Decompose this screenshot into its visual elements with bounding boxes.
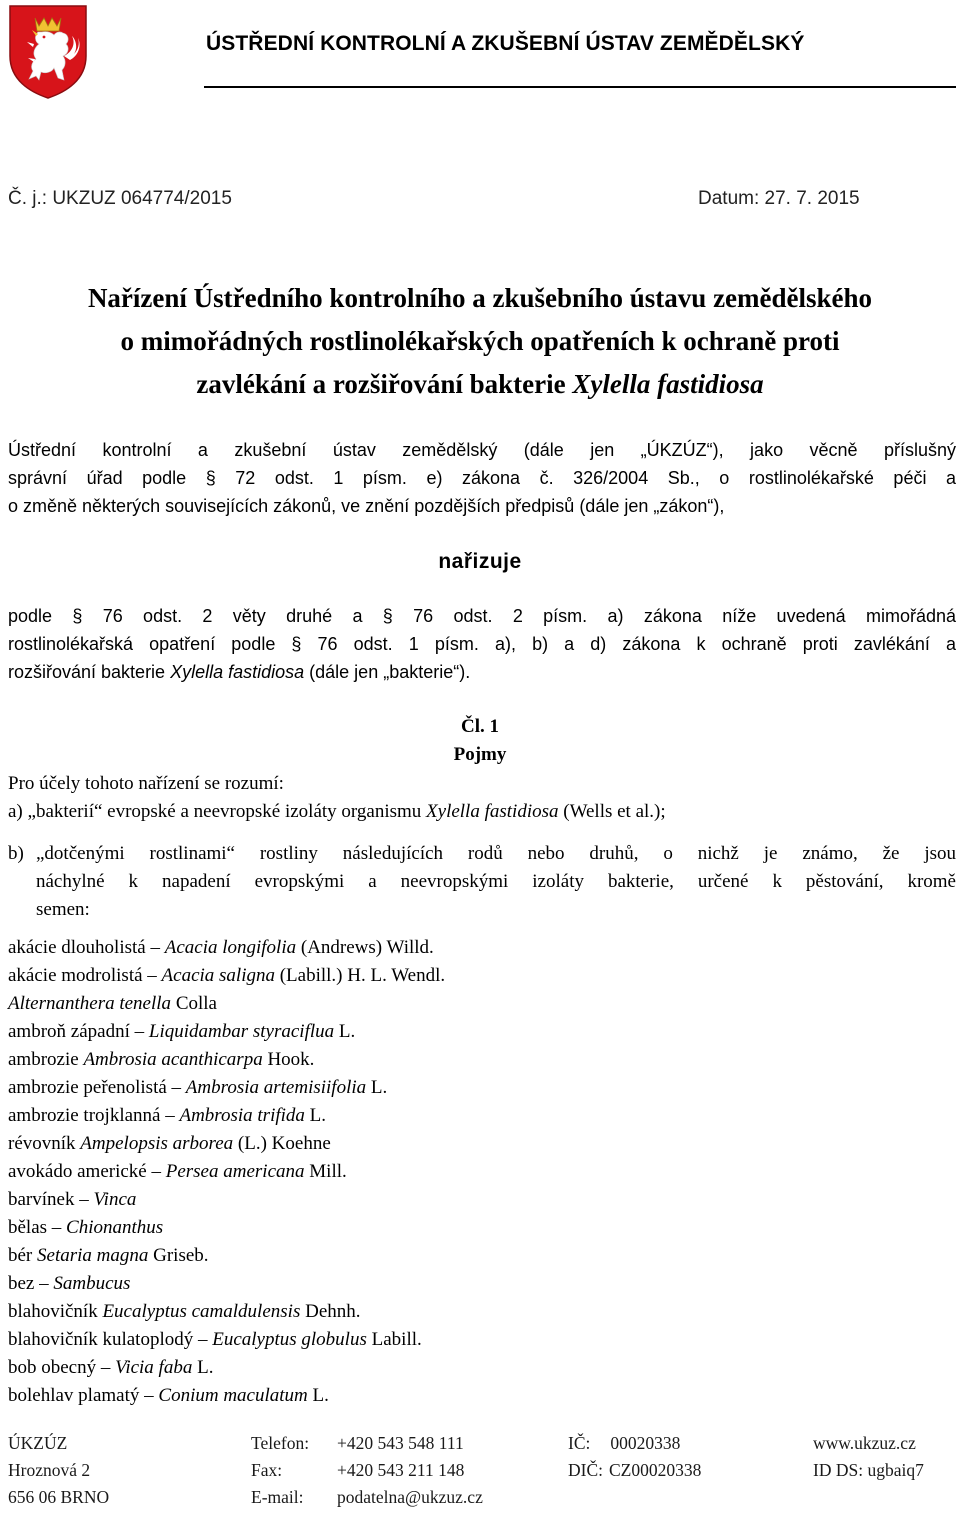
species-common-name: akácie modrolistá – bbox=[8, 965, 162, 986]
fax-label: Fax: bbox=[251, 1460, 283, 1480]
species-latin-name: Liquidambar styraciflua bbox=[148, 1021, 335, 1042]
species-common-name: bez – bbox=[8, 1273, 54, 1294]
species-item bbox=[8, 1130, 445, 1158]
decree-paragraph bbox=[8, 602, 956, 686]
species-latin-name: Vinca bbox=[93, 1189, 137, 1210]
species-item bbox=[8, 934, 445, 962]
definition-item-a bbox=[8, 798, 666, 826]
species-latin-name: Sambucus bbox=[53, 1273, 131, 1294]
website-link[interactable]: www.ukzuz.cz bbox=[813, 1433, 916, 1453]
decree-organism: Xylella fastidiosa bbox=[170, 662, 305, 682]
species-latin-name: Ambrosia artemisiifolia bbox=[185, 1077, 367, 1098]
species-author: Labill. bbox=[366, 1329, 422, 1350]
species-common-name: révovník bbox=[8, 1133, 81, 1154]
data-box-id: ID DS: ugbaiq7 bbox=[813, 1460, 924, 1480]
species-item bbox=[8, 1382, 445, 1410]
header-divider bbox=[204, 86, 956, 88]
species-item bbox=[8, 1326, 445, 1354]
item-label: b) bbox=[8, 843, 24, 864]
email-link[interactable]: podatelna@ukzuz.cz bbox=[337, 1487, 483, 1507]
species-item bbox=[8, 1270, 445, 1298]
decree-text: rozšiřování bakterie bbox=[8, 662, 171, 682]
species-item bbox=[8, 990, 445, 1018]
document-title bbox=[0, 277, 960, 406]
species-author: Mill. bbox=[304, 1161, 347, 1182]
dic-value: CZ00020338 bbox=[609, 1460, 702, 1480]
definition-organism: Xylella fastidiosa bbox=[426, 801, 559, 822]
phone-label: Telefon: bbox=[251, 1433, 310, 1453]
species-common-name: ambrozie peřenolistá – bbox=[8, 1077, 186, 1098]
footer-city: 656 06 BRNO bbox=[8, 1487, 110, 1507]
document-date: Datum: 27. 7. 2015 bbox=[698, 188, 860, 209]
species-common-name: blahovičník bbox=[8, 1301, 103, 1322]
title-line: o mimořádných rostlinolékařských opatřeních k ochraně proti bbox=[120, 326, 840, 356]
species-common-name: barvínek – bbox=[8, 1189, 94, 1210]
species-common-name: ambroň západní – bbox=[8, 1021, 149, 1042]
species-item bbox=[8, 1074, 445, 1102]
article-lead: Pro účely tohoto nařízení se rozumí: bbox=[8, 773, 284, 794]
species-common-name: blahovičník kulatoplodý – bbox=[8, 1329, 213, 1350]
species-item bbox=[8, 1298, 445, 1326]
decree-line bbox=[8, 658, 956, 686]
intro-line: o změně některých souvisejících zákonů, ve znění pozdějších předpisů (dále jen „zákon“), bbox=[8, 496, 725, 516]
fax-value: +420 543 211 148 bbox=[337, 1460, 465, 1480]
species-common-name: avokádo americké – bbox=[8, 1161, 166, 1182]
title-organism: Xylella fastidiosa bbox=[572, 369, 764, 399]
species-list bbox=[8, 934, 445, 1410]
title-text: zavlékání a rozšiřování bakterie bbox=[196, 369, 573, 399]
article-heading: Pojmy bbox=[453, 744, 507, 765]
title-line: Nařízení Ústředního kontrolního a zkušebního ústavu zemědělského bbox=[87, 283, 873, 313]
species-latin-name: Ambrosia trifida bbox=[179, 1105, 305, 1126]
species-author: L. bbox=[334, 1021, 356, 1042]
species-item bbox=[8, 1214, 445, 1242]
species-common-name: bolehlav plamatý – bbox=[8, 1385, 159, 1406]
species-latin-name: Persea americana bbox=[165, 1161, 305, 1182]
species-latin-name: Chionanthus bbox=[66, 1217, 164, 1238]
species-item bbox=[8, 1158, 445, 1186]
species-latin-name: Conium maculatum bbox=[158, 1385, 308, 1406]
footer-contact-labels bbox=[251, 1430, 309, 1511]
definition-text: (Wells et al.); bbox=[558, 801, 666, 822]
definition-line: náchylné k napadení evropskými a neevropskými izoláty bakterie, určené k pěstování, kromě bbox=[36, 871, 956, 892]
article-number: Čl. 1 bbox=[461, 716, 499, 737]
decree-line: rostlinolékařská opatření podle § 76 odst. 1 písm. a), b) a d) zákona k ochraně proti zavlékání a bbox=[8, 634, 956, 654]
species-latin-name: Vicia faba bbox=[115, 1357, 193, 1378]
decree-line: podle § 76 odst. 2 věty druhé a § 76 odst. 2 písm. a) zákona níže uvedená mimořádná bbox=[8, 606, 956, 626]
orders-heading: nařizuje bbox=[438, 550, 522, 573]
species-item bbox=[8, 1242, 445, 1270]
footer-address bbox=[8, 1430, 109, 1511]
coat-of-arms-icon bbox=[8, 4, 88, 100]
institution-name: ÚSTŘEDNÍ KONTROLNÍ A ZKUŠEBNÍ ÚSTAV ZEMĚDĚLSKÝ bbox=[206, 32, 805, 55]
species-latin-name: Acacia longifolia bbox=[164, 937, 297, 958]
email-label: E-mail: bbox=[251, 1487, 304, 1507]
species-latin-name: Ampelopsis arborea bbox=[80, 1133, 234, 1154]
species-item bbox=[8, 1354, 445, 1382]
species-common-name: ambrozie bbox=[8, 1049, 84, 1070]
footer-contact-values bbox=[337, 1430, 483, 1511]
species-author: Hook. bbox=[262, 1049, 315, 1070]
species-common-name: ambrozie trojklanná – bbox=[8, 1105, 180, 1126]
species-common-name: akácie dlouholistá – bbox=[8, 937, 165, 958]
ic-row bbox=[568, 1430, 701, 1457]
species-author: (L.) Koehne bbox=[233, 1133, 331, 1154]
species-common-name: bér bbox=[8, 1245, 38, 1266]
definition-item-b bbox=[8, 840, 956, 924]
species-author: Griseb. bbox=[148, 1245, 209, 1266]
species-author: (Labill.) H. L. Wendl. bbox=[274, 965, 446, 986]
intro-line: správní úřad podle § 72 odst. 1 písm. e) zákona č. 326/2004 Sb., o rostlinolékařské péči a bbox=[8, 468, 956, 488]
species-latin-name: Setaria magna bbox=[37, 1245, 149, 1266]
species-latin-name: Ambrosia acanthicarpa bbox=[83, 1049, 263, 1070]
species-author: L. bbox=[366, 1077, 388, 1098]
species-item bbox=[8, 1186, 445, 1214]
species-item bbox=[8, 1102, 445, 1130]
reference-row bbox=[8, 188, 958, 210]
species-common-name: bělas – bbox=[8, 1217, 67, 1238]
species-latin-name: Eucalyptus camaldulensis bbox=[102, 1301, 301, 1322]
species-item bbox=[8, 962, 445, 990]
case-number: Č. j.: UKZUZ 064774/2015 bbox=[8, 188, 232, 209]
species-author: Colla bbox=[171, 993, 217, 1014]
dic-row bbox=[568, 1457, 701, 1484]
footer-ids bbox=[568, 1430, 701, 1484]
dic-label: DIČ: bbox=[568, 1460, 603, 1480]
species-item bbox=[8, 1018, 445, 1046]
species-latin-name: Eucalyptus globulus bbox=[212, 1329, 367, 1350]
intro-line: Ústřední kontrolní a zkušební ústav zemědělský (dále jen „ÚKZÚZ“), jako věcně příslušný bbox=[8, 440, 956, 460]
ic-label: IČ: bbox=[568, 1433, 591, 1453]
ic-value: 00020338 bbox=[610, 1433, 681, 1453]
phone-value: +420 543 548 111 bbox=[337, 1433, 464, 1453]
footer-org: ÚKZÚZ bbox=[8, 1433, 68, 1453]
definition-text: a) „bakterií“ evropské a neevropské izoláty organismu bbox=[8, 801, 427, 822]
species-author: (Andrews) Willd. bbox=[296, 937, 434, 958]
species-author: L. bbox=[192, 1357, 214, 1378]
species-author: L. bbox=[304, 1105, 327, 1126]
footer-street: Hroznová 2 bbox=[8, 1460, 91, 1480]
definition-line: „dotčenými rostlinami“ rostliny následujících rodů nebo druhů, o nichž je známo, že jsou bbox=[36, 843, 956, 864]
species-common-name: bob obecný – bbox=[8, 1357, 116, 1378]
species-author: Dehnh. bbox=[300, 1301, 361, 1322]
title-line bbox=[0, 363, 960, 406]
decree-text: (dále jen „bakterie“). bbox=[304, 662, 471, 682]
footer-web bbox=[813, 1430, 924, 1484]
species-latin-name: Alternanthera tenella bbox=[8, 993, 172, 1014]
intro-paragraph bbox=[8, 436, 956, 520]
definition-line: semen: bbox=[36, 899, 90, 920]
species-latin-name: Acacia saligna bbox=[161, 965, 275, 986]
species-author: L. bbox=[307, 1385, 329, 1406]
species-item bbox=[8, 1046, 445, 1074]
